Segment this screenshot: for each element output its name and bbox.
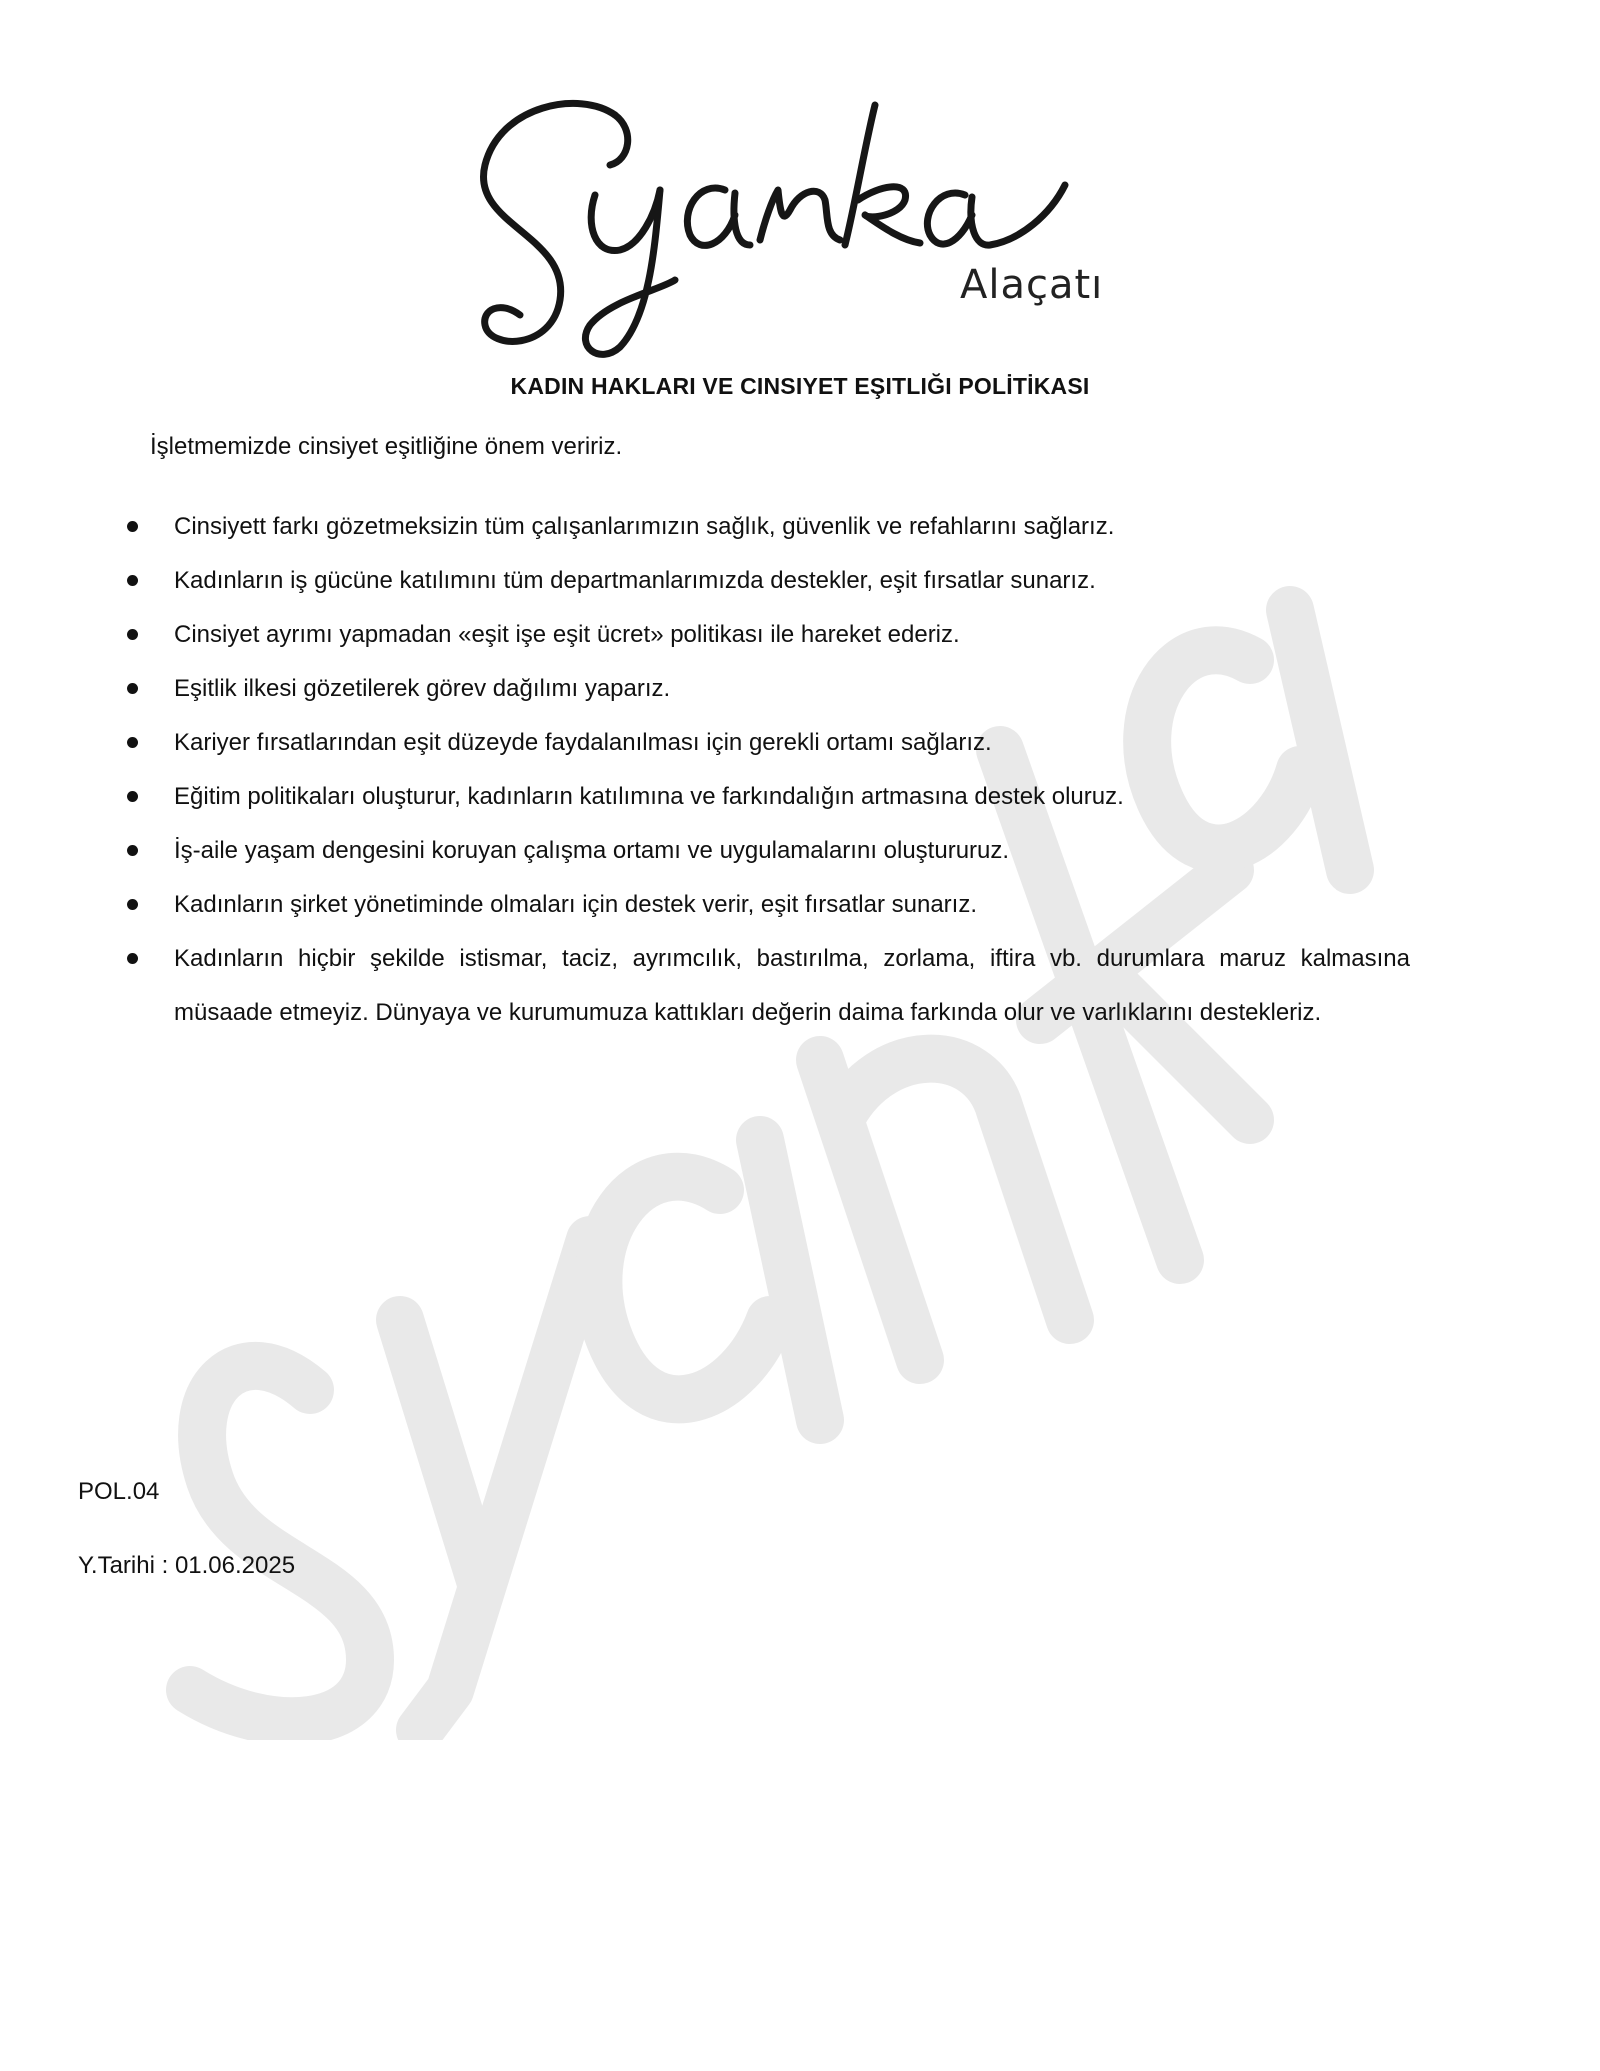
brand-logo xyxy=(460,85,1140,365)
list-item xyxy=(120,500,1410,554)
list-item xyxy=(120,554,1410,608)
intro-text: İşletmemizde cinsiyet eşitliğine önem veririz. xyxy=(150,433,623,460)
list-item-text: Cinsiyett farkı gözetmeksizin tüm çalışanlarımızın sağlık, güvenlik ve refahlarını sağlarız. xyxy=(174,513,1115,540)
list-item-text: Cinsiyet ayrımı yapmadan «eşit işe eşit ücret» politikası ile hareket ederiz. xyxy=(174,621,960,648)
list-item-text: Eğitim politikaları oluşturur, kadınların katılımına ve farkındalığın artmasına destek oluruz. xyxy=(174,783,1124,810)
policy-list xyxy=(120,500,1410,1040)
list-item xyxy=(120,608,1410,662)
bullet-icon xyxy=(127,845,138,856)
bullet-icon xyxy=(127,899,138,910)
list-item-text: Eşitlik ilkesi gözetilerek görev dağılımı yaparız. xyxy=(174,675,671,702)
bullet-icon xyxy=(127,521,138,532)
list-item-text: Kadınların hiçbir şekilde istismar, taciz, ayrımcılık, bastırılma, zorlama, iftira vb. durumlara maruz kalmasına müsaade etmeyiz. Dünyaya ve kurumumuza kattıkları değerin daima farkında olur ve varlıklarını destekleriz. xyxy=(174,945,1410,1026)
bullet-icon xyxy=(127,791,138,802)
list-item xyxy=(120,770,1410,824)
list-item xyxy=(120,932,1410,1040)
list-item-text: Kariyer fırsatlarından eşit düzeyde faydalanılması için gerekli ortamı sağlarız. xyxy=(174,729,992,756)
list-item-text: Kadınların şirket yönetiminde olmaları için destek verir, eşit fırsatlar sunarız. xyxy=(174,891,977,918)
document-date: Y.Tarihi : 01.06.2025 xyxy=(78,1552,296,1579)
bullet-icon xyxy=(127,575,138,586)
logo-location: Alaçatı xyxy=(960,262,1104,308)
list-item xyxy=(120,824,1410,878)
page-title: KADIN HAKLARI VE CINSIYET EŞITLIĞI POLİTİKASI xyxy=(510,373,1090,399)
list-item xyxy=(120,716,1410,770)
list-item xyxy=(120,878,1410,932)
bullet-icon xyxy=(127,953,138,964)
list-item xyxy=(120,662,1410,716)
bullet-icon xyxy=(127,737,138,748)
list-item-text: İş-aile yaşam dengesini koruyan çalışma ortamı ve uygulamalarını oluştururuz. xyxy=(174,837,1010,864)
bullet-icon xyxy=(127,629,138,640)
bullet-icon xyxy=(127,683,138,694)
list-item-text: Kadınların iş gücüne katılımını tüm departmanlarımızda destekler, eşit fırsatlar sunarız. xyxy=(174,567,1096,594)
document-code: POL.04 xyxy=(78,1478,160,1505)
